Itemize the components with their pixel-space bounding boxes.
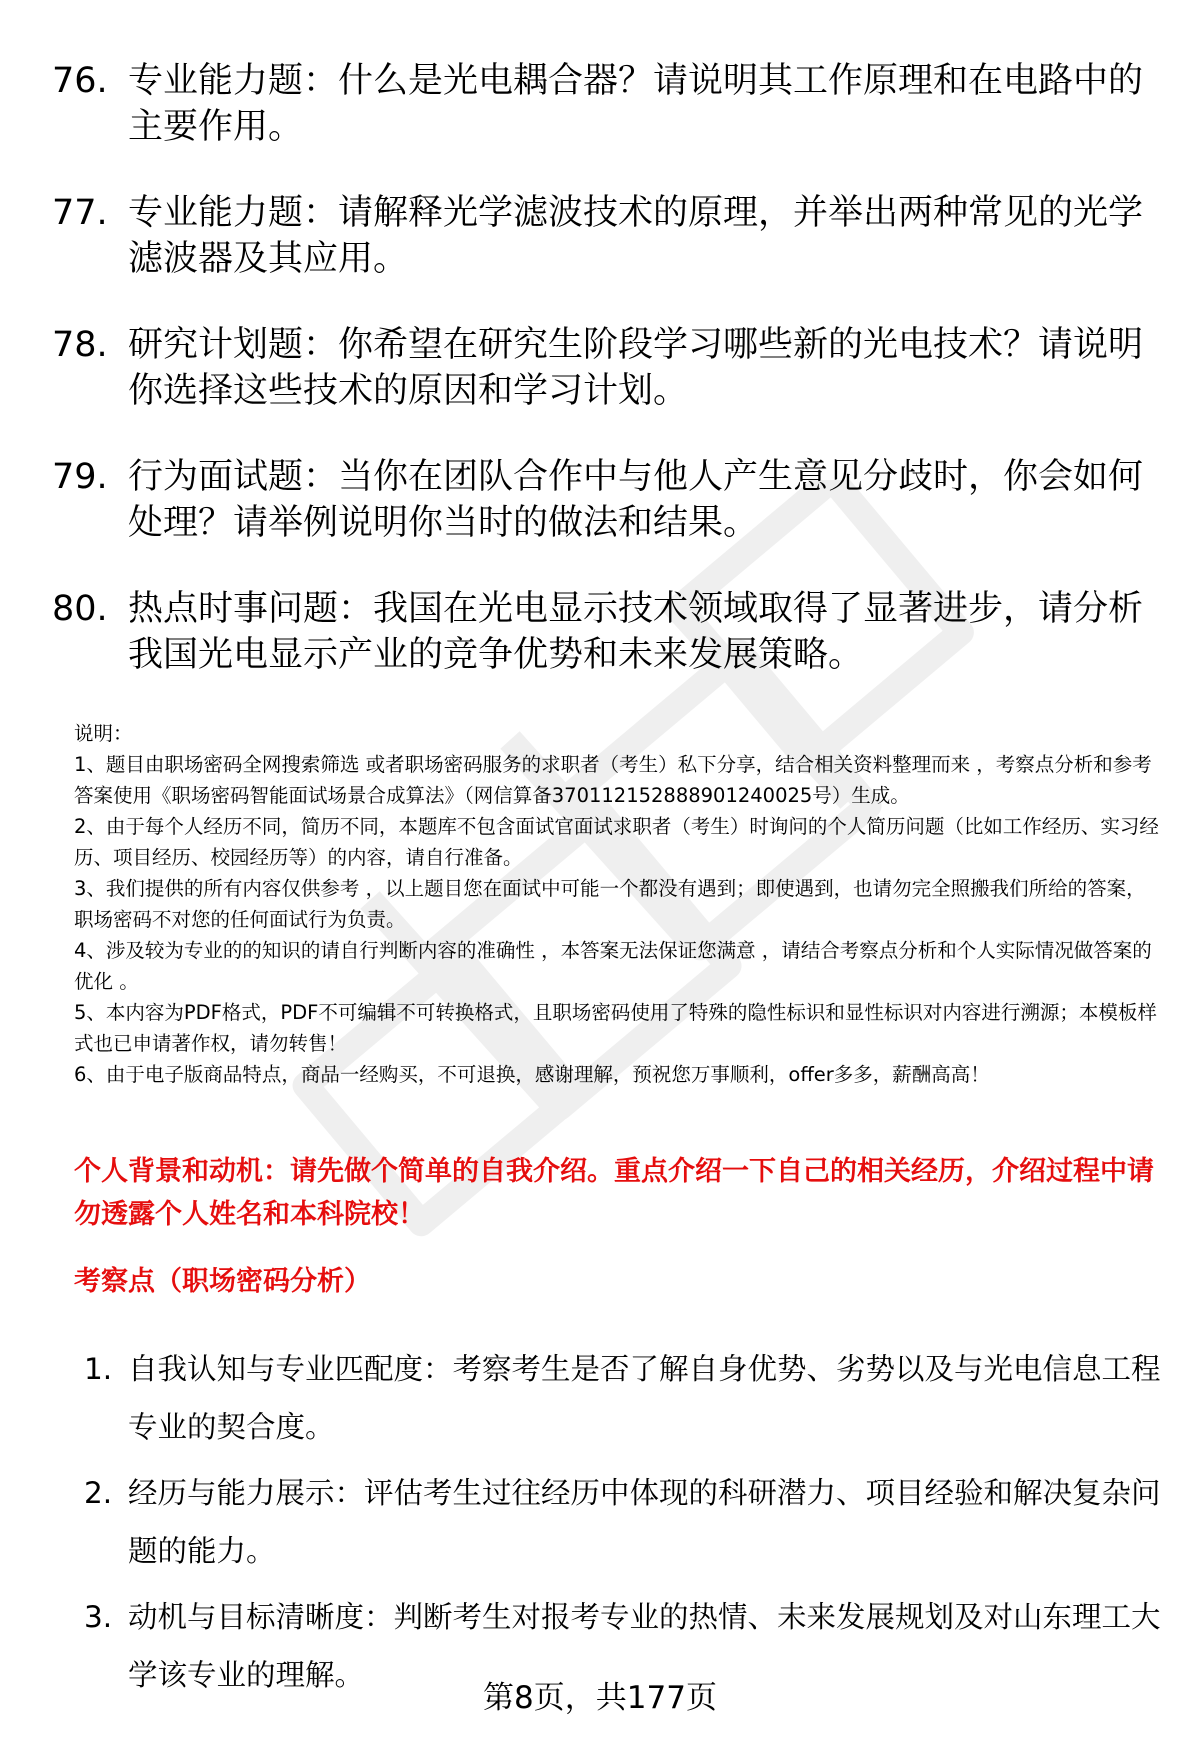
- analysis-heading: 考察点（职场密码分析）: [74, 1266, 371, 1297]
- analysis-point-list: [84, 1340, 1164, 1712]
- question-number: 76.: [52, 61, 108, 101]
- question-item: [52, 322, 1152, 414]
- point-text: 动机与目标清晰度：判断考生对报考专业的热情、未来发展规划及对山东理工大学该专业的理解。: [128, 1600, 1161, 1692]
- analysis-point: [84, 1464, 1164, 1580]
- point-number: 1.: [84, 1352, 113, 1386]
- question-number: 78.: [52, 325, 108, 365]
- question-number: 80.: [52, 589, 108, 629]
- question-item: [52, 586, 1152, 678]
- note-item: 5、本内容为PDF格式，PDF不可编辑不可转换格式，且职场密码使用了特殊的隐性标识和显性标识对内容进行溯源；本模板样式也已申请著作权，请勿转售！: [74, 1001, 1157, 1055]
- analysis-point: [84, 1340, 1164, 1456]
- question-item: [52, 190, 1152, 282]
- question-text: 热点时事问题：我国在光电显示技术领域取得了显著进步，请分析我国光电显示产业的竞争优势和未来发展策略。: [128, 589, 1144, 675]
- question-text: 专业能力题：请解释光学滤波技术的原理，并举出两种常见的光学滤波器及其应用。: [128, 193, 1144, 279]
- point-text: 经历与能力展示：评估考生过往经历中体现的科研潜力、项目经验和解决复杂问题的能力。: [128, 1476, 1161, 1568]
- note-item: 6、由于电子版商品特点，商品一经购买，不可退换，感谢理解，预祝您万事顺利，offer多多，薪酬高高！: [74, 1063, 990, 1086]
- point-number: 2.: [84, 1476, 113, 1510]
- note-item: 4、涉及较为专业的的知识的请自行判断内容的准确性 ，本答案无法保证您满意 ，请结合考察点分析和个人实际情况做答案的优化 。: [74, 939, 1152, 993]
- note-item: 3、我们提供的所有内容仅供参考 ，以上题目您在面试中可能一个都没有遇到；即使遇到，也请勿完全照搬我们所给的答案，职场密码不对您的任何面试行为负责。: [74, 877, 1146, 931]
- question-list: [52, 58, 1152, 718]
- note-item: 2、由于每个人经历不同，简历不同，本题库不包含面试官面试求职者（考生）时询问的个人简历问题（比如工作经历、实习经历、项目经历、校园经历等）的内容，请自行准备。: [74, 815, 1159, 869]
- question-text: 行为面试题：当你在团队合作中与他人产生意见分歧时，你会如何处理？请举例说明你当时的做法和结果。: [128, 457, 1144, 543]
- question-text: 专业能力题：什么是光电耦合器？请说明其工作原理和在电路中的主要作用。: [128, 61, 1144, 147]
- note-item: 1、题目由职场密码全网搜索筛选 或者职场密码服务的求职者（考生）私下分享，结合相关资料整理而来 ，考察点分析和参考答案使用《职场密码智能面试场景合成算法》（网信算备370112152888901240025号）生成。: [74, 753, 1152, 807]
- question-item: [52, 454, 1152, 546]
- question-number: 77.: [52, 193, 108, 233]
- point-text: 自我认知与专业匹配度：考察考生是否了解自身优势、劣势以及与光电信息工程专业的契合度。: [128, 1352, 1161, 1444]
- page-footer: 第8页，共177页: [483, 1680, 717, 1716]
- question-text: 研究计划题：你希望在研究生阶段学习哪些新的光电技术？请说明你选择这些技术的原因和学习计划。: [128, 325, 1144, 411]
- question-item: [52, 58, 1152, 150]
- notes-title: 说明：: [74, 722, 133, 745]
- question-number: 79.: [52, 457, 108, 497]
- section-heading: 个人背景和动机：请先做个简单的自我介绍。重点介绍一下自己的相关经历，介绍过程中请勿透露个人姓名和本科院校！: [74, 1156, 1154, 1230]
- point-number: 3.: [84, 1600, 113, 1634]
- notes-block: [74, 718, 1164, 1090]
